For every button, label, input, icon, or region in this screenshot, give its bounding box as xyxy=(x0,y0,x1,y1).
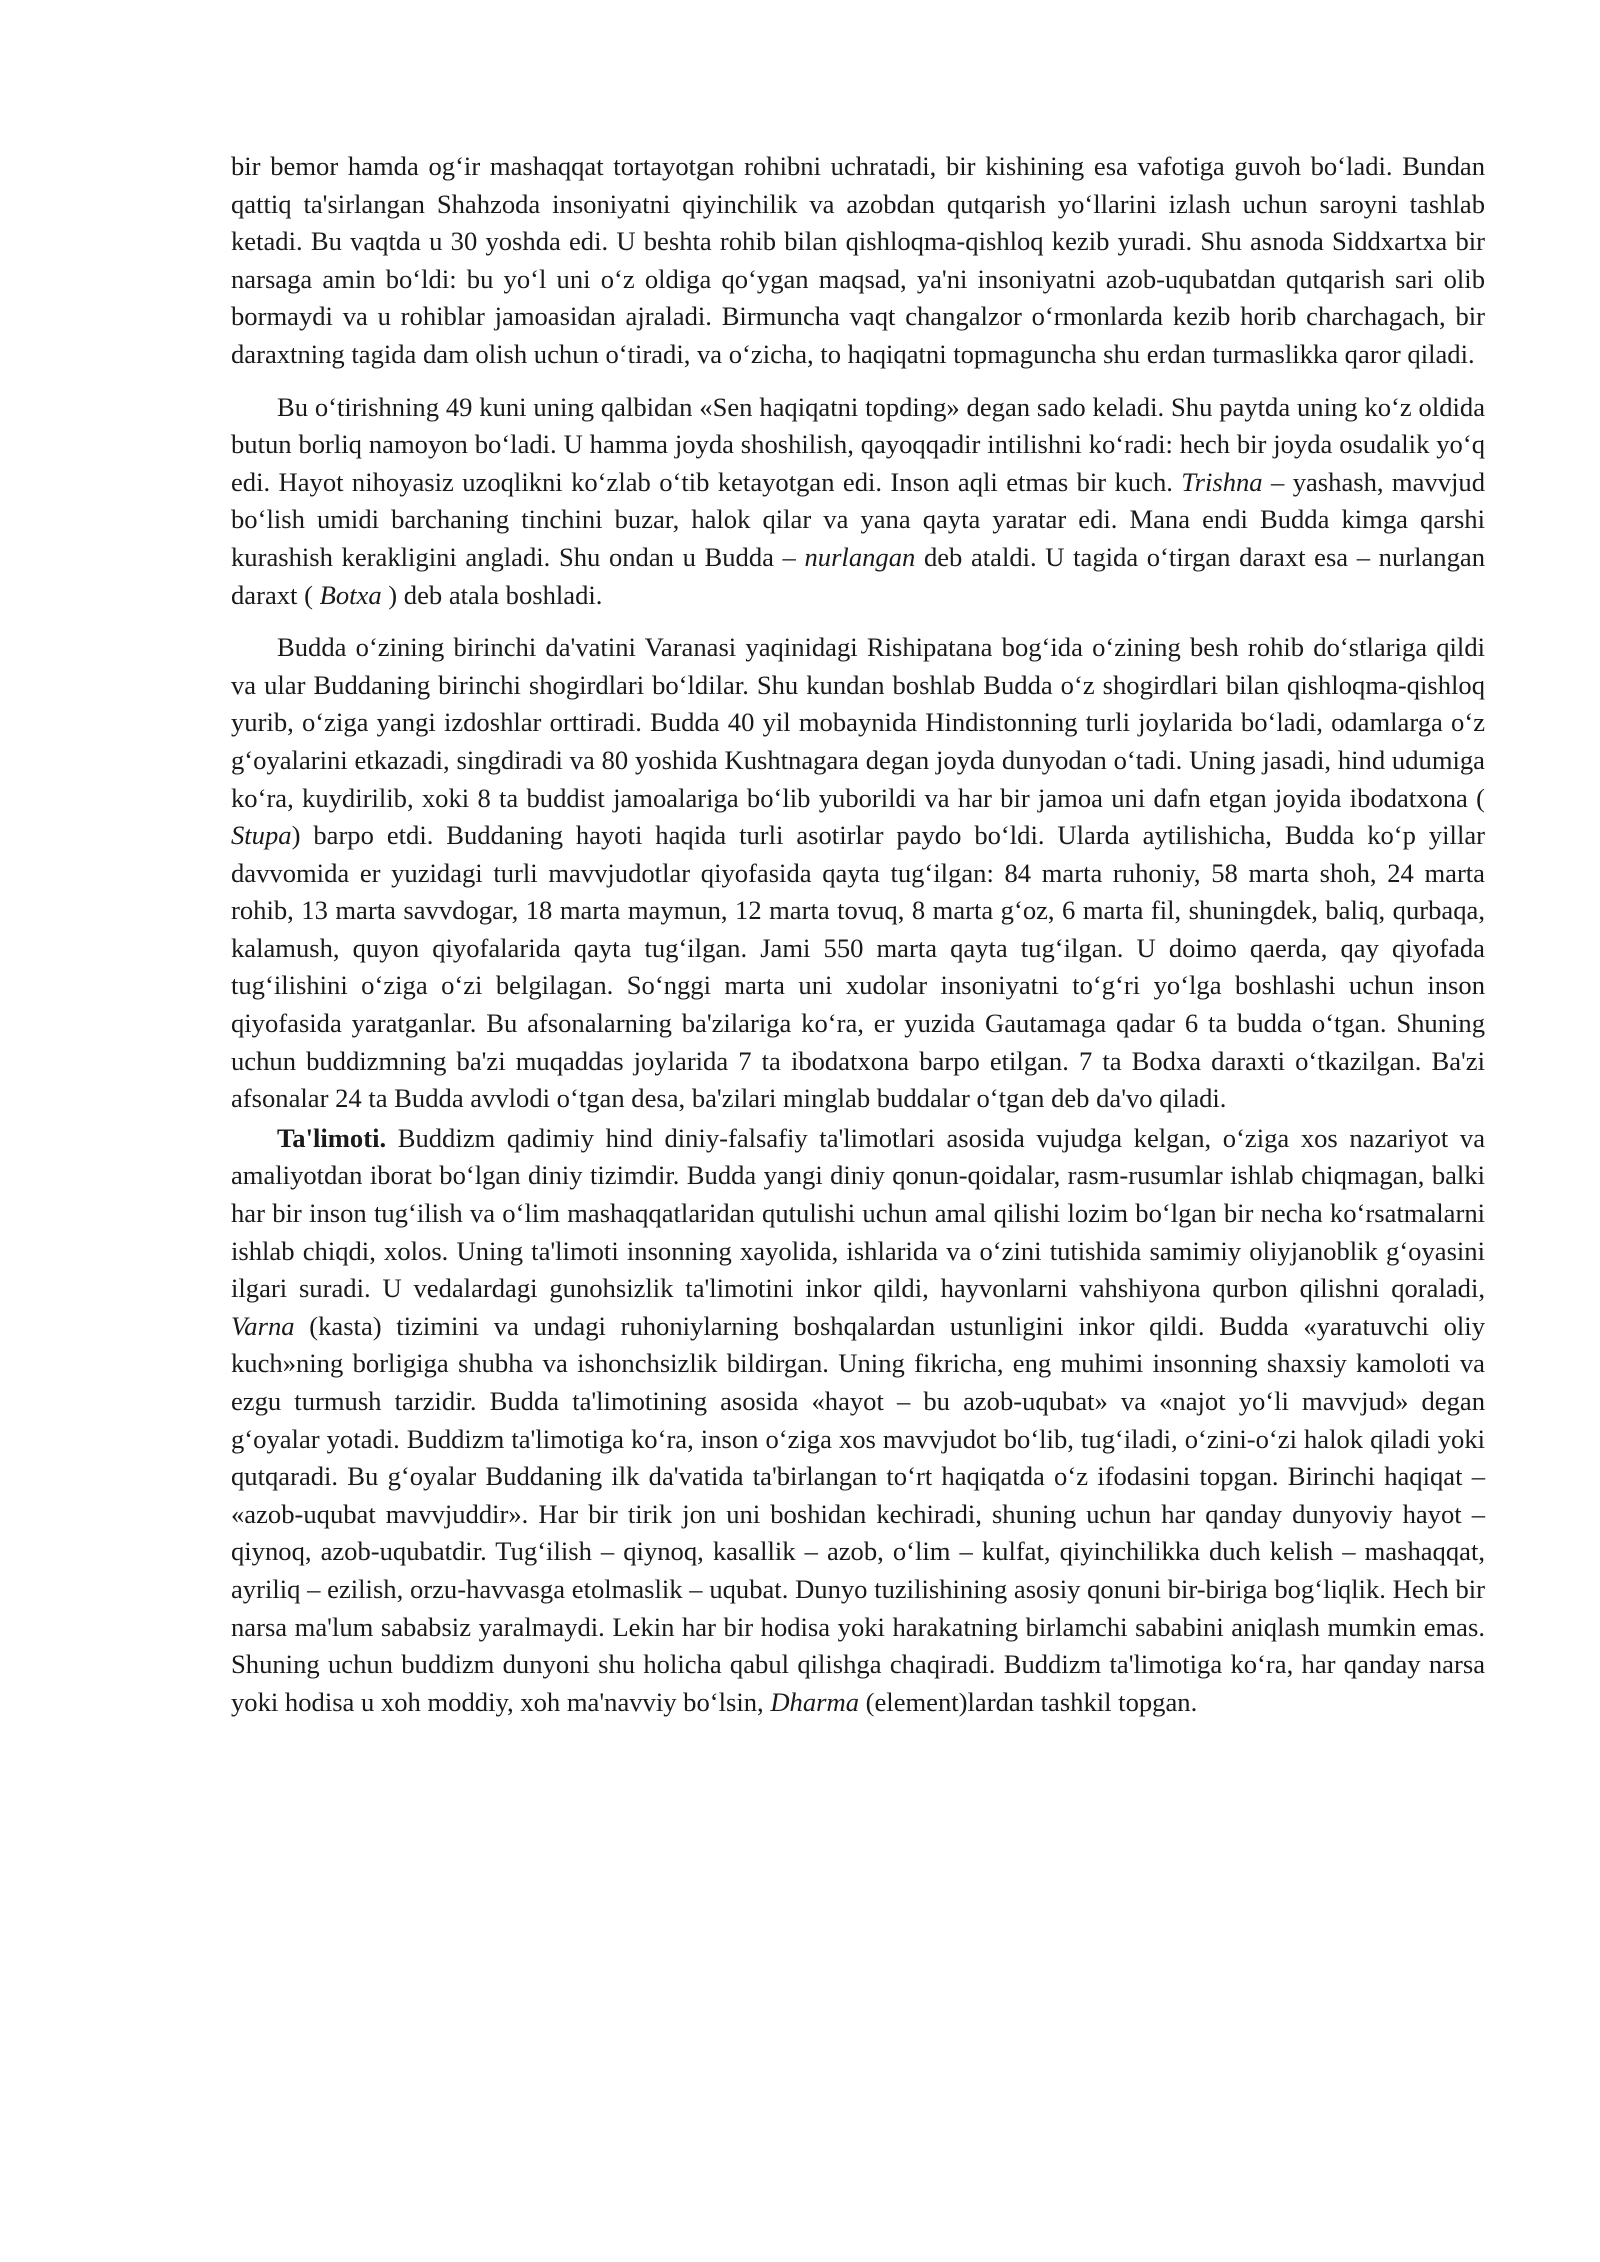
paragraph-4 xyxy=(231,1120,1485,1722)
term-dharma: Dharma xyxy=(770,1686,859,1717)
paragraph-4-text-c: (element)lardan tashkil topgan. xyxy=(859,1686,1198,1717)
term-trishna: Trishna xyxy=(1181,466,1263,497)
term-stupa: Stupa xyxy=(231,820,292,851)
paragraph-1-text: bir bemor hamda og‘ir mashaqqat tortayotgan rohibni uchratadi, bir kishining esa vafotiga guvoh bo‘ladi. Bundan qattiq ta'sirlangan Shahzoda insoniyatni qiyinchilik va azobdan qutqarish yo‘llarini izlash uchun saroyni tashlab ketadi. Bu vaqtda u 30 yoshda edi. U beshta rohib bilan qishloqma-qishloq kezib yuradi. Shu asnoda Siddxartxa bir narsaga amin bo‘ldi: bu yo‘l uni o‘z oldiga qo‘ygan maqsad, ya'ni insoniyatni azob-uqubatdan qutqarish sari olib bormaydi va u rohiblar jamoasidan ajraladi. Birmuncha vaqt changalzor o‘rmonlarda kezib horib charchagach, bir daraxtning tagida dam olish uchun o‘tiradi, va o‘zicha, to haqiqatni topmaguncha shu erdan turmaslikka qaror qiladi. xyxy=(231,151,1485,369)
paragraph-2-text-a: Bu o‘tirishning 49 kuni uning qalbidan «Sen haqiqatni topding» degan sado keladi. Shu paytda uning ko‘z oldida butun borliq namoyon bo‘ladi. U hamma joyda shoshilish, qayoqqadir intilishni ko‘radi: hech bir joyda osudalik yo‘q edi. Hayot nihoyasiz uzoqlikni ko‘zlab o‘tib ketayotgan edi. Inson aqli etmas bir kuch. xyxy=(231,391,1485,497)
paragraph-4-text-b: (kasta) tizimini va undagi ruhoniylarning boshqalardan ustunligini inkor qildi. Budda «yaratuvchi oliy kuch»ning borligiga shubha va ishonchsizlik bildirgan. Uning fikricha, eng muhimi insonning shaxsiy kamoloti va ezgu turmush tarzidir. Budda ta'limotining asosida «hayot – bu azob-uqubat» va «najot yo‘li mavvjud» degan g‘oyalar yotadi. Buddizm ta'limotiga ko‘ra, inson o‘ziga xos mavvjudot bo‘lib, tug‘iladi, o‘zini-o‘zi halok qiladi yoki qutqaradi. Bu g‘oyalar Buddaning ilk da'vatida ta'birlangan to‘rt haqiqatda o‘z ifodasini topgan. Birinchi haqiqat – «azob-uqubat mavvjuddir». Har bir tirik jon uni boshidan kechiradi, shuning uchun har qanday dunyoviy hayot – qiynoq, azob-uqubatdir. Tug‘ilish – qiynoq, kasallik – azob, o‘lim – kulfat, qiyinchilikka duch kelish – mashaqqat, ayriliq – ezilish, orzu-havvasga etolmaslik – uqubat. Dunyo tuzilishining asosiy qonuni bir-biriga bog‘liqlik. Hech bir narsa ma'lum sababsiz yaralmaydi. Lekin har bir hodisa yoki harakatning birlamchi sababini aniqlash mumkin emas. Shuning uchun buddizm dunyoni shu holicha qabul qilishga chaqiradi. Buddizm ta'limotiga ko‘ra, har qanday narsa yoki hodisa u xoh moddiy, xoh ma'navviy bo‘lsin, xyxy=(231,1310,1485,1717)
term-botxa: Botxa xyxy=(319,579,382,610)
paragraph-3-text-b: ) barpo etdi. Buddaning hayoti haqida turli asotirlar paydo bo‘ldi. Ularda aytilishicha, Budda ko‘p yillar davvomida er yuzidagi turli mavvjudotlar qiyofasida qayta tug‘ilgan: 84 marta ruhoniy, 58 marta shoh, 24 marta rohib, 13 marta savvdogar, 18 marta maymun, 12 marta tovuq, 8 marta g‘oz, 6 marta fil, shuningdek, baliq, qurbaqa, kalamush, quyon qiyofalarida qayta tug‘ilgan. Jami 550 marta qayta tug‘ilgan. U doimo qaerda, qay qiyofada tug‘ilishini o‘ziga o‘zi belgilagan. So‘nggi marta uni xudolar insoniyatni to‘g‘ri yo‘lga boshlashi uchun inson qiyofasida yaratganlar. Bu afsonalarning ba'zilariga ko‘ra, er yuzida Gautamaga qadar 6 ta budda o‘tgan. Shuning uchun buddizmning ba'zi muqaddas joylarida 7 ta ibodatxona barpo etilgan. 7 ta Bodxa daraxti o‘tkazilgan. Ba'zi afsonalar 24 ta Budda avvlodi o‘tgan desa, ba'zilari minglab buddalar o‘tgan deb da'vo qiladi. xyxy=(231,820,1485,1114)
paragraph-3-text-a: Budda o‘zining birinchi da'vatini Varanasi yaqinidagi Rishipatana bog‘ida o‘zining besh rohib do‘stlariga qildi va ular Buddaning birinchi shogirdlari bo‘ldilar. Shu kundan boshlab Budda o‘z shogirdlari bilan qishloqma-qishloq yurib, o‘ziga yangi izdoshlar orttiradi. Budda 40 yil mobaynida Hindistonning turli joylarida bo‘ladi, odamlarga o‘z g‘oyalarini etkazadi, singdiradi va 80 yoshida Kushtnagara degan joyda dunyodan o‘tadi. Uning jasadi, hind udumiga ko‘ra, kuydirilib, xoki 8 ta buddist jamoalariga bo‘lib yuborildi va har bir jamoa uni dafn etgan joyida ibodatxona ( xyxy=(231,632,1485,813)
paragraph-2 xyxy=(231,389,1485,615)
paragraph-3 xyxy=(231,629,1485,1118)
paragraph-1 xyxy=(231,148,1485,374)
paragraph-2-text-d: ) deb atala boshladi. xyxy=(381,579,603,610)
section-heading-talimoti: Ta'limoti. xyxy=(277,1122,387,1153)
paragraph-2-text-c: deb ataldi. U tagida o‘tirgan daraxt esa – nurlangan daraxt ( xyxy=(231,541,1485,610)
paragraph-4-text-a: Buddizm qadimiy hind diniy-falsafiy ta'limotlari asosida vujudga kelgan, o‘ziga xos nazariyot va amaliyotdan iborat bo‘lgan diniy tizimdir. Budda yangi diniy qonun-qoidalar, rasm-rusumlar ishlab chiqmagan, balki har bir inson tug‘ilish va o‘lim mashaqqatlaridan qutulishi uchun amal qilishi lozim bo‘lgan bir necha ko‘rsatmalarni ishlab chiqdi, xolos. Uning ta'limoti insonning xayolida, ishlarida va o‘zini tutishida samimiy oliyjanoblik g‘oyasini ilgari suradi. U vedalardagi gunohsizlik ta'limotini inkor qildi, hayvonlarni vahshiyona qurbon qilishni qoraladi, xyxy=(231,1122,1485,1304)
term-nurlangan: nurlangan xyxy=(804,541,916,572)
paragraph-2-text-b: – yashash, mavvjud bo‘lish umidi barchaning tinchini buzar, halok qilar va yana qayta yaratar edi. Mana endi Budda kimga qarshi kurashish kerakligini angladi. Shu ondan u Budda – xyxy=(231,466,1485,572)
term-varna: Varna xyxy=(231,1310,295,1341)
document-page xyxy=(231,148,1485,1721)
